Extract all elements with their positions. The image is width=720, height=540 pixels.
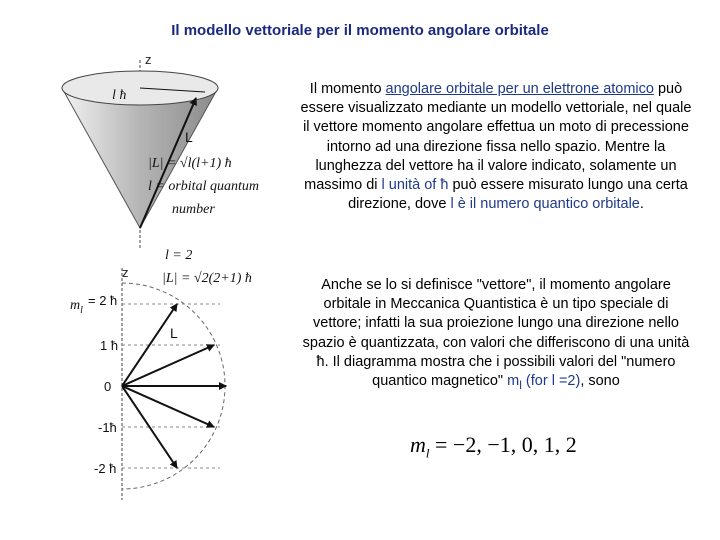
p1-blue-term-1: l unità of ħ	[381, 177, 449, 194]
orbital-momentum-link[interactable]: angolare orbitale per un elettrone atomico	[385, 81, 654, 97]
semicircle-magnitude-label: |L| = √2(2+1) ħ	[162, 271, 252, 286]
ml-values-equation: $m_l = -2$, −1, 0, 1, 2	[410, 432, 577, 461]
tick-label-minus1: -1ħ	[98, 420, 117, 435]
quantization-paragraph	[300, 276, 692, 395]
p1-mid2: può essere misurato lungo una certa direzione, dove	[348, 177, 688, 213]
p1-blue-term-2: l è il numero quantico orbitale	[450, 196, 640, 213]
tick-label-1: 1 ħ	[100, 338, 119, 353]
p2-end: , sono	[580, 373, 620, 390]
tick-label-0: 0	[104, 379, 112, 394]
semicircle-vector-label: L	[170, 325, 178, 341]
tick-label-minus2: -2 ħ	[94, 461, 117, 476]
cone-top-label: l ħ	[112, 88, 127, 103]
cone-z-label: z	[145, 52, 152, 67]
quantization-diagram	[70, 248, 252, 500]
cone-note-line2: number	[172, 202, 215, 217]
cone-vector-label: L	[185, 129, 193, 145]
cone-magnitude-label: |L| = √l(l+1) ħ	[148, 156, 232, 171]
l-value-label: l = 2	[165, 248, 193, 263]
page-title: Il modello vettoriale per il momento angolare orbitale	[171, 22, 549, 39]
ml-label: $m_l$	[70, 298, 83, 316]
p1-mid: può essere visualizzato mediante un modello vettoriale, nel quale il vettore momento angolare effettua un moto di precessione intorno ad una direzione fissa nello spazio. Mentre la lunghezza del vettore ha il valore indicato, solamente un massimo di	[300, 81, 692, 194]
semicircle-z-label: z	[122, 265, 129, 280]
cone-note-line1: l = orbital quantum	[148, 179, 259, 194]
p1-pre: Il momento	[309, 81, 386, 97]
tick-label-2: = 2 ħ	[88, 293, 118, 308]
p2-condition: (for l =2)	[521, 373, 581, 390]
p2-ml: $m_l$	[507, 373, 522, 392]
cone-diagram	[62, 52, 259, 250]
p1-end: .	[639, 196, 644, 213]
intro-paragraph	[300, 80, 692, 214]
p2-main: Anche se lo si definisce "vettore", il momento angolare orbitale in Meccanica Quantistica è un tipo speciale di vettore; infatti la sua proiezione lungo una direzione nello spazio è quantizzata, con valori che differiscono di una unità ħ. Il diagramma mostra che i possibili valori del "numero quantico magnetico"	[302, 277, 690, 390]
